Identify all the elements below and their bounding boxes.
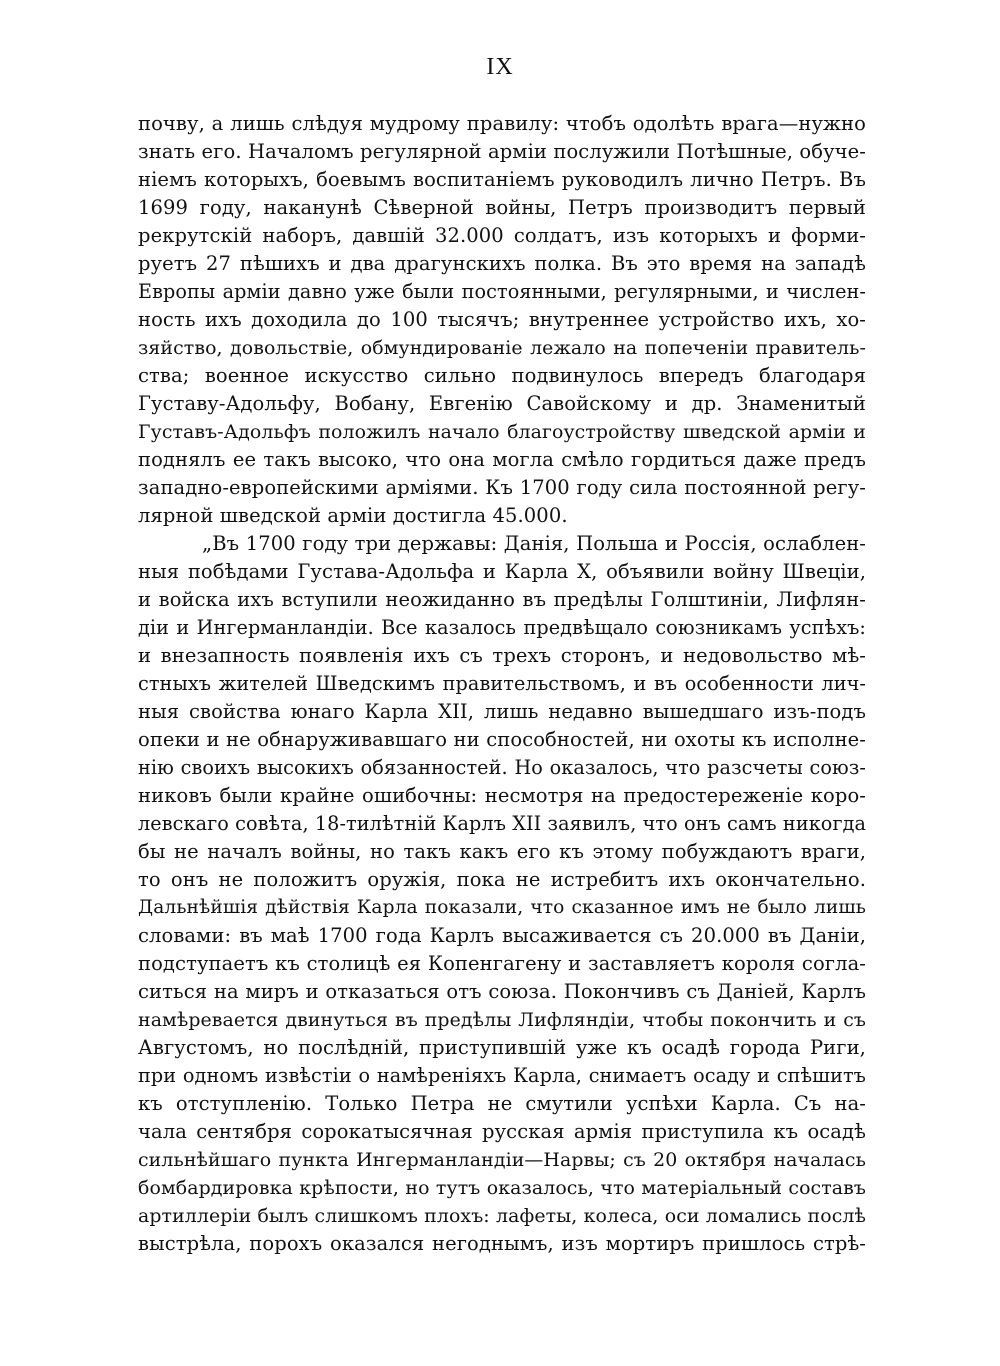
- text-line: ства; военное искусство сильно подвинулось впередъ благодаря: [138, 364, 866, 387]
- text-line: лярной шведской арміи достигла 45.000.: [138, 504, 568, 527]
- text-line: артиллеріи былъ слишкомъ плохъ: лафеты, колеса, оси ломались послѣ: [138, 1205, 866, 1227]
- text-line: словами: въ маѣ 1700 года Карлъ высаживается съ 20.000 въ Даніи,: [138, 924, 866, 947]
- text-line: руетъ 27 пѣшихъ и два драгунскихъ полка. Въ это время на западѣ: [138, 252, 866, 275]
- text-line: намѣревается двинуться въ предѣлы Лифляндіи, чтобы покончить и съ: [138, 1009, 866, 1031]
- text-line: знать его. Началомъ регулярной арміи послужили Потѣшные, обуче-: [138, 140, 866, 163]
- text-line: ность ихъ доходила до 100 тысячъ; внутреннее устройство ихъ, хо-: [138, 308, 866, 331]
- text-line: къ отступленію. Только Петра не смутили успѣхи Карла. Съ на-: [138, 1092, 866, 1115]
- text-line: стныхъ жителей Шведскимъ правительствомъ, и въ особенности лич-: [138, 672, 866, 695]
- text-line: Европы арміи давно уже были постоянными, регулярными, и числен-: [138, 280, 866, 303]
- text-line: ныя побѣдами Густава-Адольфа и Карла X, объявили войну Швеціи,: [138, 560, 866, 583]
- text-line: и войска ихъ вступили неожиданно въ предѣлы Голштиніи, Лифлян-: [138, 588, 866, 611]
- text-line: 1699 году, наканунѣ Сѣверной войны, Петръ производитъ первый: [138, 196, 866, 219]
- text-line: то онъ не положитъ оружія, пока не истребитъ ихъ окончательно.: [138, 868, 866, 891]
- text-line: никовъ были крайне ошибочны: несмотря на предостереженіе коро-: [138, 784, 866, 807]
- text-line: подступаетъ къ столицѣ ея Копенгагену и заставляетъ короля согла-: [138, 952, 866, 975]
- text-line: ніемъ которыхъ, боевымъ воспитаніемъ руководилъ лично Петръ. Въ: [138, 168, 866, 191]
- text-line: Дальнѣйшія дѣйствія Карла показали, что сказанное имъ не было лишь: [138, 897, 866, 918]
- text-line: ситься на миръ и отказаться отъ союза. Покончивъ съ Даніей, Карлъ: [138, 980, 866, 1003]
- text-line: поднялъ ее такъ высоко, что она могла смѣло гордиться даже предъ: [138, 448, 866, 471]
- text-line: рекрутскій наборъ, давшій 32.000 солдатъ, изъ которыхъ и форми-: [138, 224, 866, 247]
- text-line: „Въ 1700 году три державы: Данія, Польша и Россія, ослаблен-: [202, 532, 866, 555]
- text-line: при одномъ извѣстіи о намѣреніяхъ Карла, снимаетъ осаду и спѣшитъ: [138, 1064, 866, 1087]
- text-line: выстрѣла, порохъ оказался негоднымъ, изъ мортиръ пришлось стрѣ-: [138, 1232, 866, 1255]
- text-line: чала сентября сорокатысячная русская армія приступила къ осадѣ: [138, 1120, 866, 1143]
- text-line: опеки и не обнаруживавшаго ни способностей, ни охоты къ исполне-: [138, 728, 866, 751]
- page-number: IX: [486, 54, 514, 80]
- text-line: діи и Ингерманландіи. Все казалось предвѣщало союзникамъ успѣхъ:: [138, 616, 866, 639]
- text-line: Густавъ-Адольфъ положилъ начало благоустройству шведской арміи и: [138, 421, 866, 443]
- text-line: Густаву-Адольфу, Вобану, Евгенію Савойскому и др. Знаменитый: [138, 392, 866, 415]
- text-line: нію своихъ высокихъ обязанностей. Но оказалось, что разсчеты союз-: [138, 756, 866, 779]
- text-line: сильнѣйшаго пункта Ингерманландіи—Нарвы; съ 20 октября началась: [138, 1149, 866, 1171]
- text-line: ныя свойства юнаго Карла XII, лишь недавно вышедшаго изъ-подъ: [138, 700, 866, 723]
- body-text: [138, 110, 866, 1258]
- text-line: левскаго совѣта, 18-тилѣтній Карлъ XII заявилъ, что онъ самъ никогда: [138, 812, 866, 835]
- text-line: почву, а лишь слѣдуя мудрому правилу: чтобъ одолѣть врага—нужно: [138, 112, 866, 135]
- text-line: зяйство, довольствіе, обмундированіе лежало на попеченіи правитель-: [138, 337, 866, 359]
- text-line: бомбардировка крѣпости, но тутъ оказалось, что матеріальный составъ: [138, 1177, 866, 1199]
- text-line: бы не началъ войны, но такъ какъ его къ этому побуждаютъ враги,: [138, 840, 866, 863]
- text-line: западно-европейскими арміями. Къ 1700 году сила постоянной регу-: [138, 476, 866, 499]
- text-line: и внезапность появленія ихъ съ трехъ сторонъ, и недовольство мѣ-: [138, 644, 866, 667]
- text-line: Августомъ, но послѣдній, приступившій уже къ осадѣ города Риги,: [138, 1036, 866, 1059]
